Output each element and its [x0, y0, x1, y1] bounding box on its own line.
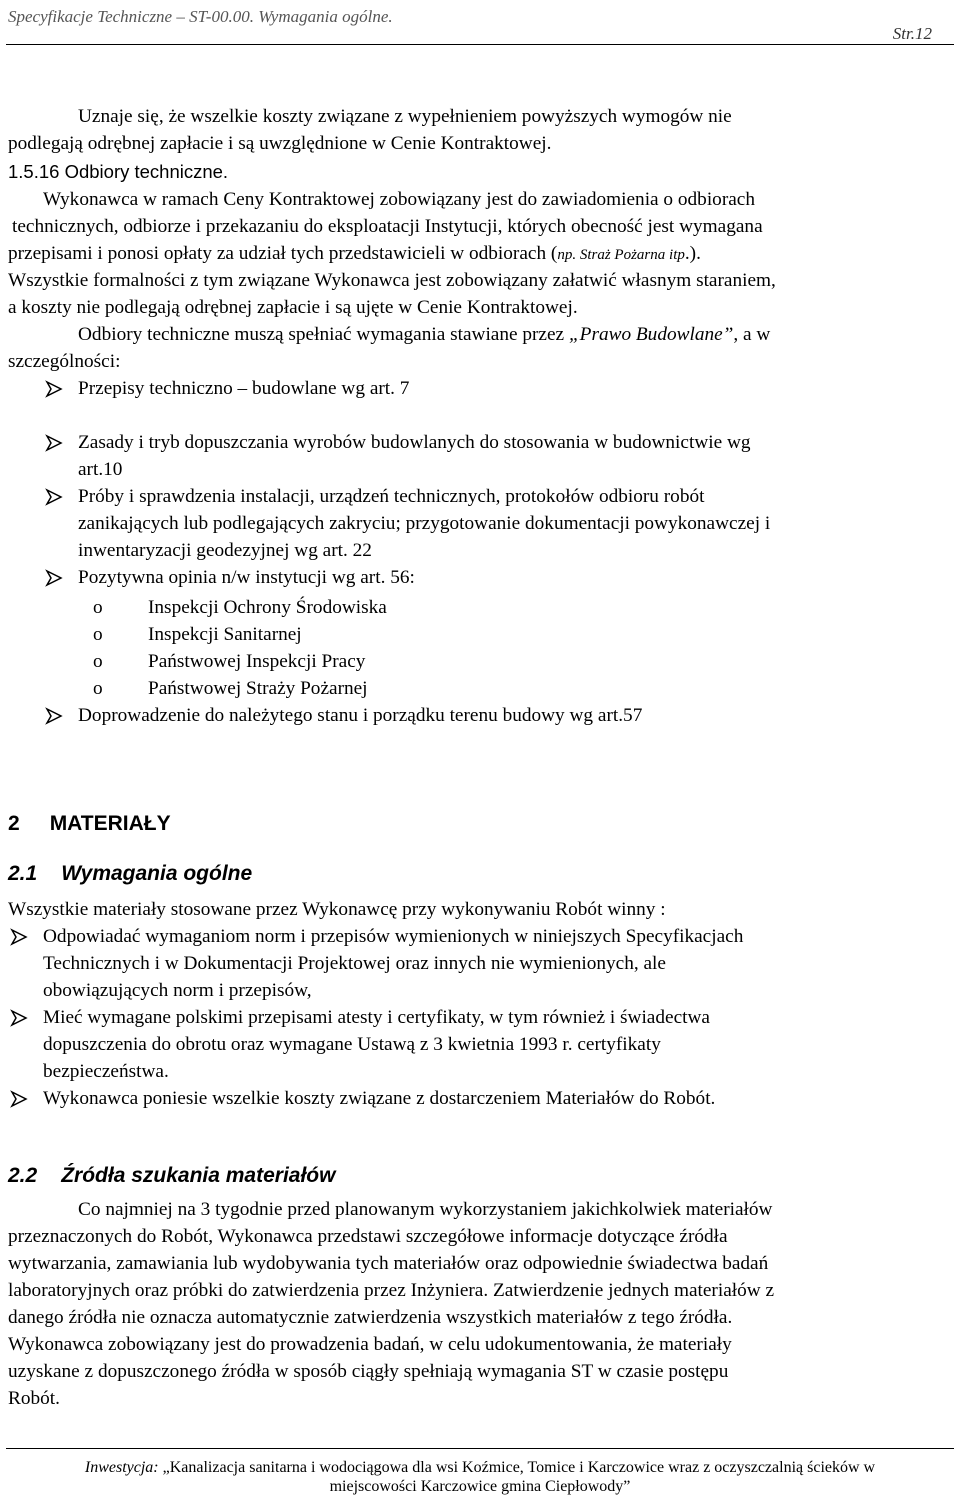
sources-line-2: przeznaczonych do Robót, Wykonawca przedstawi szczegółowe informacje dotyczące źródła [8, 1226, 728, 1247]
section-2-2-number: 2.2 [8, 1164, 38, 1187]
section-heading-2-2 [8, 1164, 335, 1188]
p1-line-3-end: .). [684, 243, 701, 264]
page-header [0, 0, 960, 62]
sources-line-1: Co najmniej na 3 tygodnie przed planowanym wykorzystaniem jakichkolwiek materiałów [78, 1199, 773, 1220]
p3-line-1-law: „Prawo Budowlane” [568, 324, 734, 345]
arrowhead-bullet-icon [45, 707, 65, 729]
section-2-number: 2 [8, 812, 20, 835]
materials-bullet-2: Mieć wymagane polskimi przepisami atesty i certyfikaty, w tym również i świadectwa [43, 1007, 710, 1028]
sub-bullet-marker: o [93, 678, 103, 699]
arrowhead-bullet-icon [10, 928, 30, 950]
sources-line-4: laboratoryjnych oraz próbki do zatwierdzenia przez Inżyniera. Zatwierdzenie jednych materiałów z [8, 1280, 775, 1301]
arrowhead-bullet-icon [10, 1090, 30, 1112]
p3-line-1b: , a w [733, 324, 771, 345]
sub-bullet-2: Inspekcji Sanitarnej [148, 624, 302, 645]
footer-line-2: miejscowości Karczowice gmina Ciepłowody” [329, 1478, 631, 1495]
section-2-1-number: 2.1 [8, 862, 38, 885]
sources-line-5: danego źródła nie oznacza automatycznie zatwierdzenia wszystkich materiałów z tego źródła. [8, 1307, 733, 1328]
arrowhead-bullet-icon [45, 488, 65, 510]
p2-line-1: Wszystkie formalności z tym związane Wykonawca jest zobowiązany załatwić własnym staraniem, [8, 270, 776, 291]
materials-bullet-2-cont-2: bezpieczeństwa. [43, 1061, 169, 1082]
bullet-2: Zasady i tryb dopuszczania wyrobów budowlanych do stosowania w budownictwie wg [78, 432, 751, 453]
sub-bullet-marker: o [93, 597, 103, 618]
bullet-2-cont: art.10 [78, 459, 123, 480]
intro-line-2: podlegają odrębnej zapłacie i są uwzględnione w Cenie Kontraktowej. [8, 133, 552, 154]
p1-line-2: technicznych, odbiorze i przekazaniu do eksploatacji Instytucji, których obecność jest wymagana [12, 216, 763, 237]
sub-bullet-marker: o [93, 651, 103, 672]
materials-bullet-3: Wykonawca poniesie wszelkie koszty związane z dostarczeniem Materiałów do Robót. [43, 1088, 716, 1109]
sub-bullet-3: Państwowej Inspekcji Pracy [148, 651, 366, 672]
materials-bullet-2-cont-1: dopuszczenia do obrotu oraz wymagane Ustawą z 3 kwietnia 1993 r. certyfikaty [43, 1034, 661, 1055]
footer-line-1 [0, 1459, 960, 1477]
materials-bullet-1-cont-1: Technicznych i w Dokumentacji Projektowej oraz innych nie wymienionych, ale [43, 953, 666, 974]
footer-project: „Kanalizacja sanitarna i wodociągowa dla wsi Koźmice, Tomice i Karczowice wraz z oczyszczalnią ścieków w [158, 1459, 876, 1476]
bullet-3: Próby i sprawdzenia instalacji, urządzeń technicznych, protokołów odbioru robót [78, 486, 705, 507]
footer-divider [6, 1448, 954, 1449]
section-2-2-title: Źródła szukania materiałów [61, 1164, 336, 1187]
materials-bullet-1: Odpowiadać wymaganiom norm i przepisów wymienionych w niniejszych Specyfikacjach [43, 926, 744, 947]
section-heading-2 [8, 812, 171, 836]
section-2-1-lead: Wszystkie materiały stosowane przez Wykonawcę przy wykonywaniu Robót winny : [8, 899, 666, 920]
p3-line-1 [78, 323, 770, 347]
arrowhead-bullet-icon [45, 434, 65, 456]
sources-line-7: uzyskane z dopuszczonego źródła w sposób ciągły spełniają wymagania ST w czasie postępu [8, 1361, 729, 1382]
p3-line-1a: Odbiory techniczne muszą spełniać wymagania stawiane przez [78, 324, 569, 345]
page-number: Str.12 [892, 24, 932, 43]
arrowhead-bullet-icon [10, 1009, 30, 1031]
p1-line-3-example: np. Straż Pożarna itp [557, 247, 685, 263]
section-2-1-title: Wymagania ogólne [61, 862, 253, 885]
footer-label: Inwestycja: [84, 1459, 159, 1476]
header-divider [6, 44, 954, 45]
sub-bullet-1: Inspekcji Ochrony Środowiska [148, 597, 387, 618]
intro-line-1: Uznaje się, że wszelkie koszty związane z wypełnieniem powyższych wymogów nie [78, 106, 732, 127]
sources-line-6: Wykonawca zobowiązany jest do prowadzenia badań, w celu udokumentowania, że materiały [8, 1334, 732, 1355]
bullet-5: Doprowadzenie do należytego stanu i porządku terenu budowy wg art.57 [78, 705, 643, 726]
bullet-4: Pozytywna opinia n/w instytucji wg art. 56: [78, 567, 415, 588]
sources-line-3: wytwarzania, zamawiania lub wydobywania tych materiałów oraz odpowiednie świadectwa badań [8, 1253, 769, 1274]
p1-line-3-text: przepisami i ponosi opłaty za udział tych przedstawicieli w odbiorach ( [8, 243, 558, 264]
section-2-title: MATERIAŁY [49, 812, 171, 835]
arrowhead-bullet-icon [45, 380, 65, 402]
sub-bullet-4: Państwowej Straży Pożarnej [148, 678, 368, 699]
p3-line-2: szczególności: [8, 351, 121, 372]
section-heading-2-1 [8, 862, 252, 886]
bullet-1: Przepisy techniczno – budowlane wg art. 7 [78, 378, 410, 399]
header-title: Specyfikacje Techniczne – ST-00.00. Wymagania ogólne. [8, 7, 393, 26]
arrowhead-bullet-icon [45, 569, 65, 591]
bullet-3-cont-1: zanikających lub podlegających zakryciu; przygotowanie dokumentacji powykonawczej i [78, 513, 771, 534]
bullet-3-cont-2: inwentaryzacji geodezyjnej wg art. 22 [78, 540, 372, 561]
p1-line-3 [8, 242, 701, 267]
sub-bullet-marker: o [93, 624, 103, 645]
section-heading-1-5-16: 1.5.16 Odbiory techniczne. [8, 161, 229, 182]
p1-line-1: Wykonawca w ramach Ceny Kontraktowej zobowiązany jest do zawiadomienia o odbiorach [43, 189, 755, 210]
sources-line-8: Robót. [8, 1388, 60, 1409]
p2-line-2: a koszty nie podlegają odrębnej zapłacie i są ujęte w Cenie Kontraktowej. [8, 297, 578, 318]
materials-bullet-1-cont-2: obowiązujących norm i przepisów, [43, 980, 312, 1001]
